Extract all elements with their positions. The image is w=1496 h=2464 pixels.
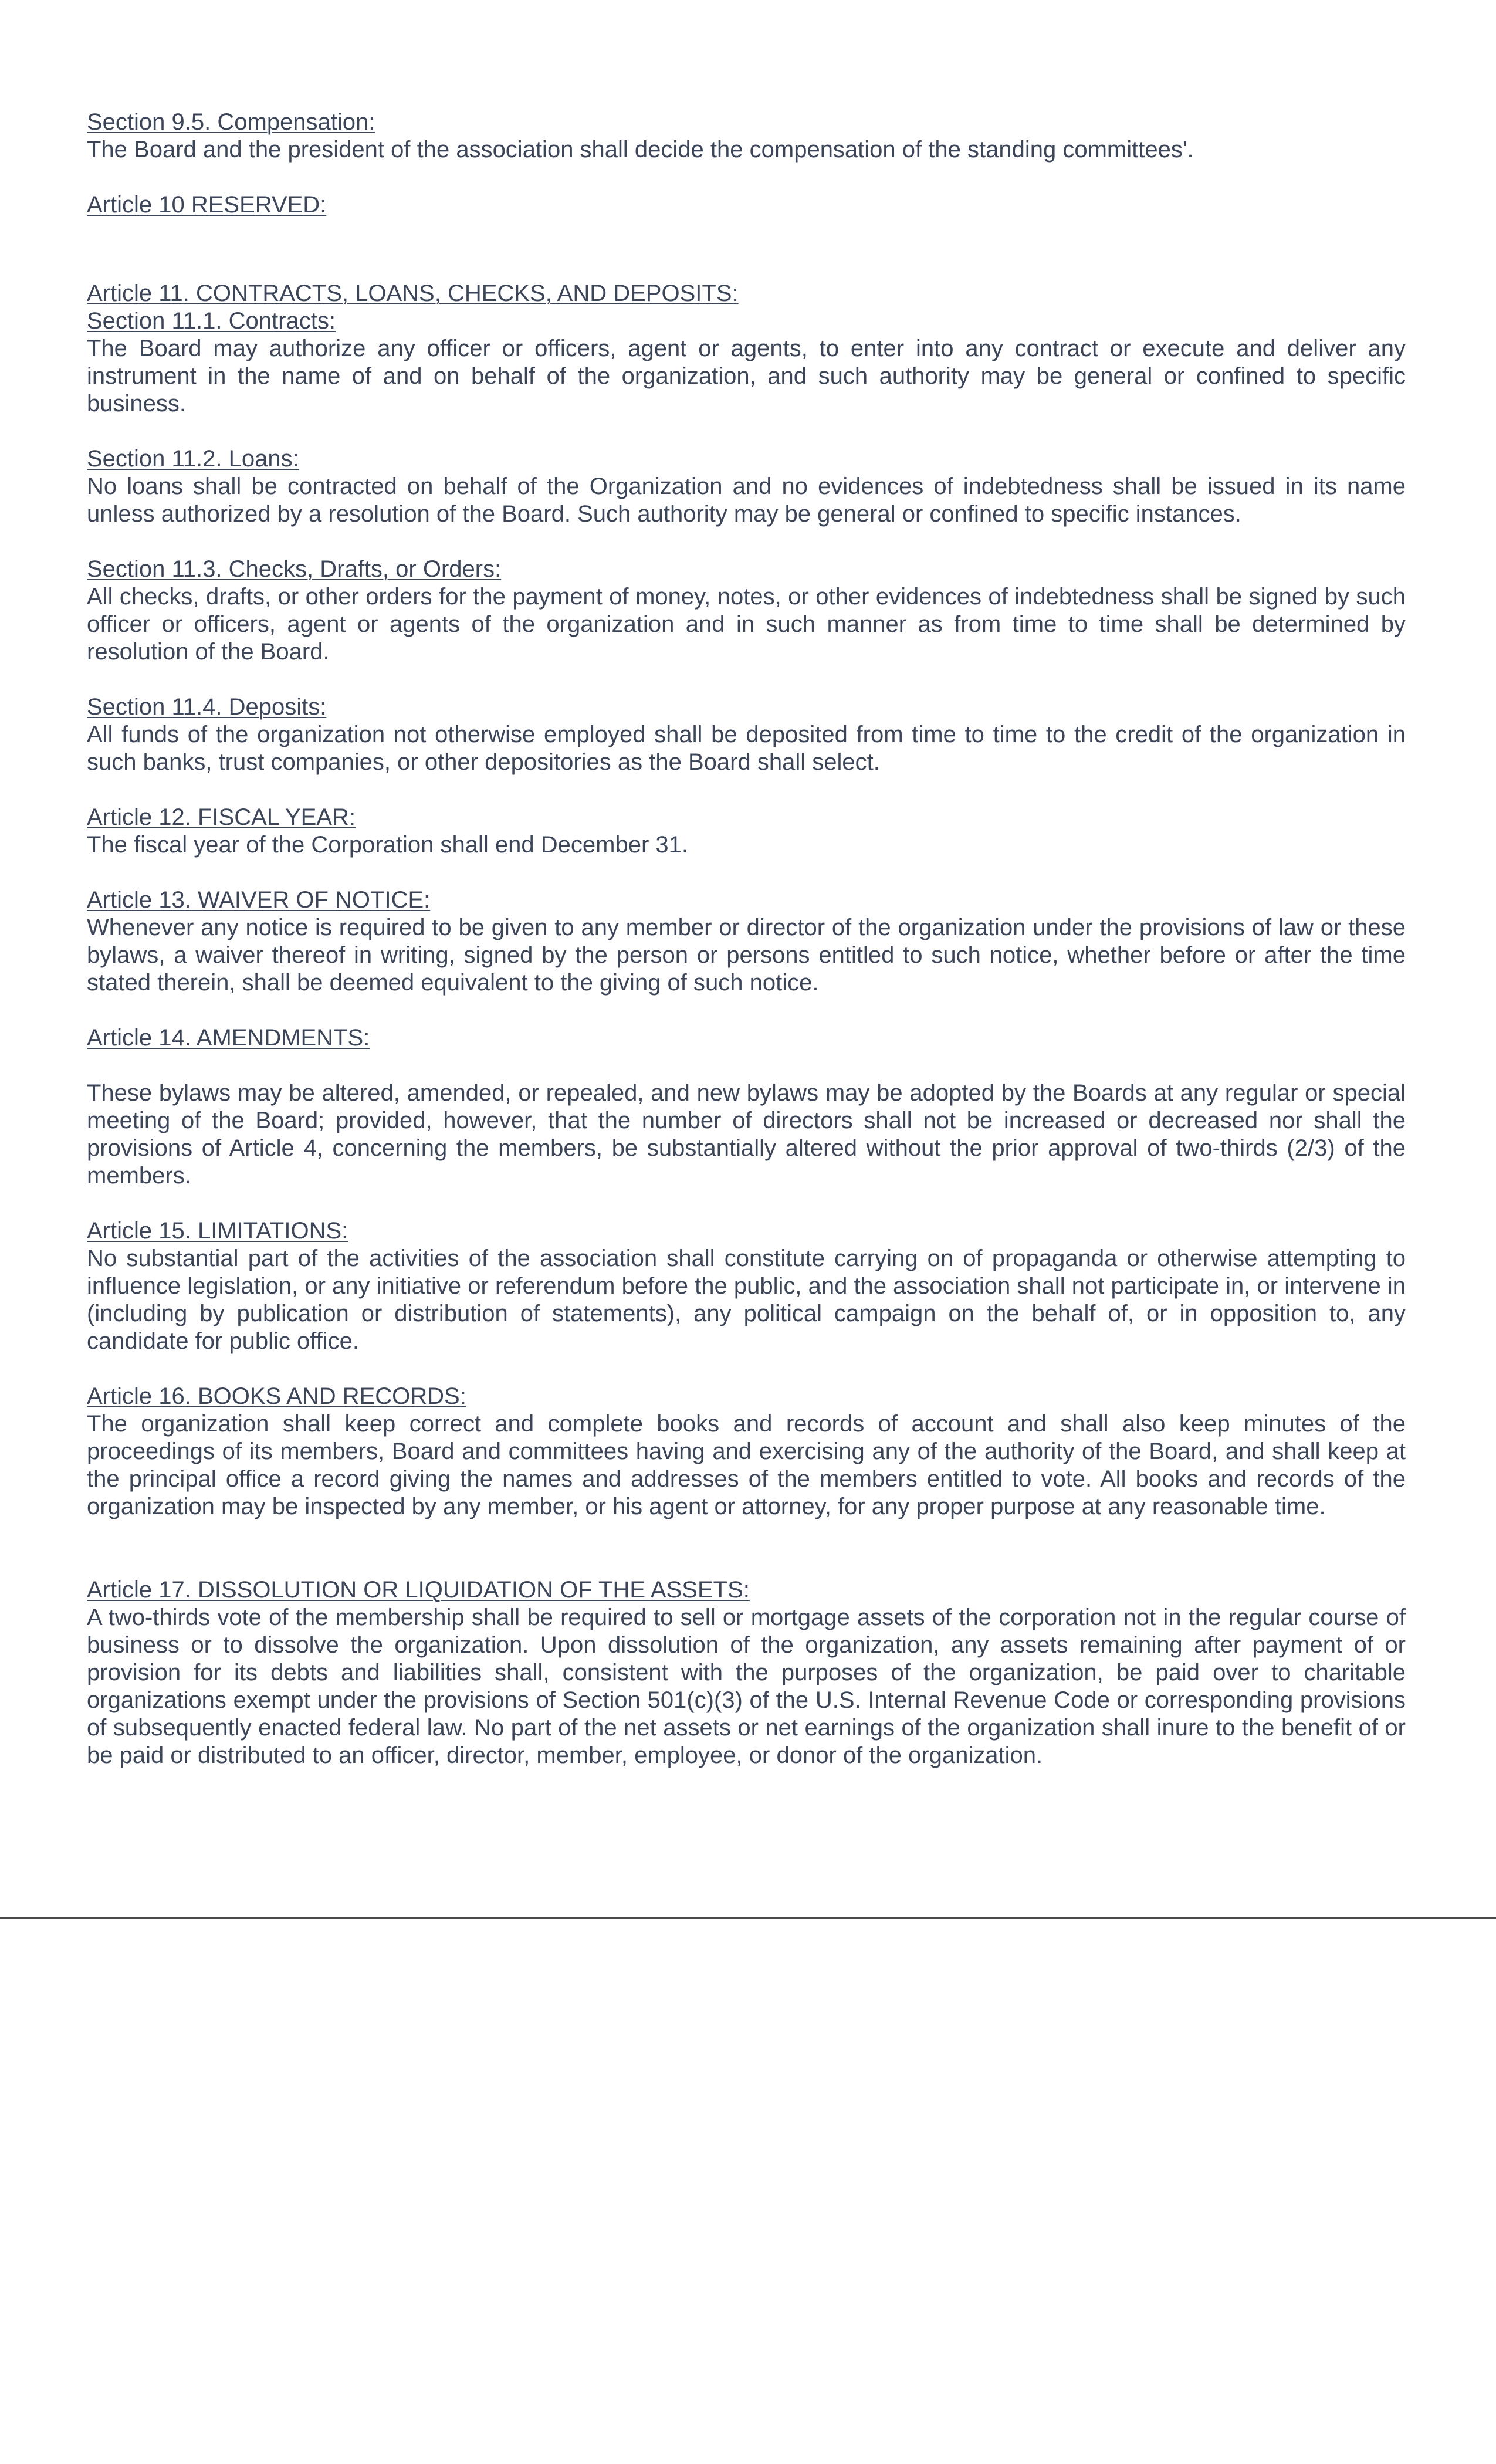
article-heading: Article 10 RESERVED: — [87, 192, 327, 218]
section-heading: Section 11.1. Contracts: — [87, 308, 336, 334]
article-heading: Article 17. DISSOLUTION OR LIQUIDATION OF THE ASSETS: — [87, 1577, 750, 1603]
section-heading: Section 11.3. Checks, Drafts, or Orders: — [87, 556, 502, 582]
article-15 — [87, 1217, 1406, 1355]
section-body: The Board may authorize any officer or officers, agent or agents, to enter into any contract or execute and deliver any instrument in the name of and on behalf of the organization, and such authority may be general or confined to specific business. — [87, 336, 1406, 417]
article-heading: Article 14. AMENDMENTS: — [87, 1025, 370, 1051]
section-body: No loans shall be contracted on behalf of the Organization and no evidences of indebtedness shall be issued in its name unless authorized by a resolution of the Board. Such authority may be general or confined to specific instances. — [87, 473, 1406, 527]
article-body: The organization shall keep correct and complete books and records of account and shall also keep minutes of the proceedings of its members, Board and committees having and exercising any of the authority of the Board, and shall keep at the principal office a record giving the names and addresses of the members entitled to vote. All books and records of the organization may be inspected by any member, or his agent or attorney, for any proper purpose at any reasonable time. — [87, 1411, 1406, 1519]
article-body: No substantial part of the activities of the association shall constitute carrying on of propaganda or otherwise attempting to influence legislation, or any initiative or referendum before the public, and the association shall not participate in, or intervene in (including by publication or distribution of statements), any political campaign on the behalf of, or in opposition to, any candidate for public office. — [87, 1245, 1406, 1354]
article-heading: Article 11. CONTRACTS, LOANS, CHECKS, AND DEPOSITS: — [87, 280, 739, 306]
article-heading: Article 15. LIMITATIONS: — [87, 1218, 348, 1244]
section-heading: Section 11.4. Deposits: — [87, 694, 327, 720]
section-body: The Board and the president of the association shall decide the compensation of the standing committees'. — [87, 137, 1194, 163]
section-heading: Section 9.5. Compensation: — [87, 109, 375, 135]
section-heading: Section 11.2. Loans: — [87, 446, 299, 472]
document-body — [87, 109, 1406, 1769]
article-heading: Article 16. BOOKS AND RECORDS: — [87, 1383, 466, 1409]
article-17 — [87, 1576, 1406, 1769]
article-heading: Article 12. FISCAL YEAR: — [87, 804, 356, 830]
article-10 — [87, 191, 1406, 219]
article-body: These bylaws may be altered, amended, or repealed, and new bylaws may be adopted by the Boards at any regular or special meeting of the Board; provided, however, that the number of directors shall not be increased or decreased nor shall the provisions of Article 4, concerning the members, be substantially altered without the prior approval of two-thirds (2/3) of the members. — [87, 1080, 1406, 1189]
article-16 — [87, 1383, 1406, 1521]
article-11 — [87, 280, 1406, 776]
section-9-5 — [87, 109, 1406, 164]
article-heading: Article 13. WAIVER OF NOTICE: — [87, 887, 431, 913]
article-body: A two-thirds vote of the membership shall be required to sell or mortgage assets of the corporation not in the regular course of business or to dissolve the organization. Upon dissolution of the organization, any assets remaining after payment of or provision for its debts and liabilities shall, consistent with the purposes of the organization, be paid over to charitable organizations exempt under the provisions of Section 501(c)(3) of the U.S. Internal Revenue Code or corresponding provisions of subsequently enacted federal law. No part of the net assets or net earnings of the organization shall inure to the benefit of or be paid or distributed to an officer, director, member, employee, or donor of the organization. — [87, 1605, 1406, 1768]
section-body: All checks, drafts, or other orders for the payment of money, notes, or other evidences of indebtedness shall be signed by such officer or officers, agent or agents of the organization and in such manner as from time to time shall be determined by resolution of the Board. — [87, 584, 1406, 665]
page-divider-line — [0, 1917, 1496, 1919]
section-body: All funds of the organization not otherwise employed shall be deposited from time to time to the credit of the organization in such banks, trust companies, or other depositories as the Board shall select. — [87, 722, 1406, 775]
article-14 — [87, 1024, 1406, 1190]
article-body: The fiscal year of the Corporation shall end December 31. — [87, 832, 688, 858]
article-body: Whenever any notice is required to be given to any member or director of the organization under the provisions of law or these bylaws, a waiver thereof in writing, signed by the person or persons entitled to such notice, whether before or after the time stated therein, shall be deemed equivalent to the giving of such notice. — [87, 915, 1406, 996]
article-13 — [87, 886, 1406, 997]
article-12 — [87, 804, 1406, 859]
